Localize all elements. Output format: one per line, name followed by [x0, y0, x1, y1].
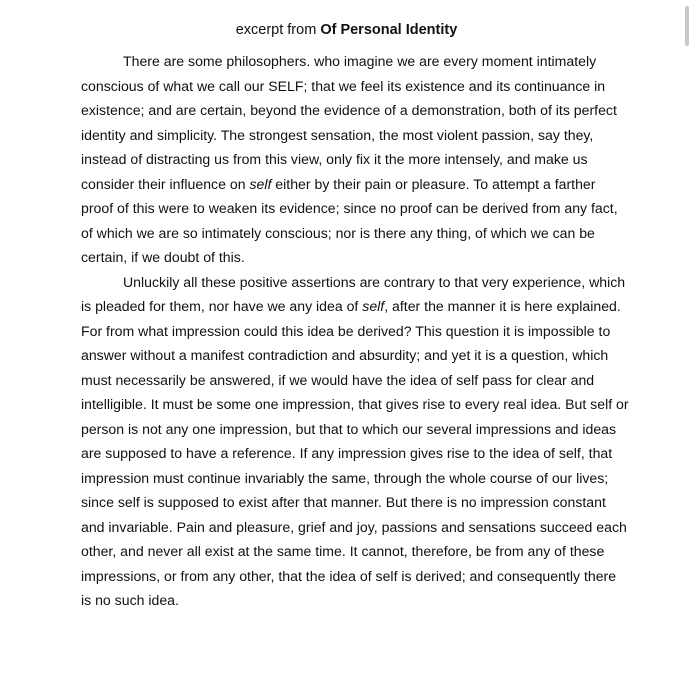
document-body: [81, 49, 629, 613]
text-line: answer without a manifest contradiction and absurdity; and yet it is a question, which: [81, 347, 609, 363]
text-line: of which we are so intimately conscious; nor is there any thing, of which we can be: [81, 224, 595, 241]
italic-self: self: [362, 298, 385, 314]
text-fragment: , after the manner it is here explained.: [384, 298, 621, 314]
text-line: other, and never all exist at the same time. It cannot, therefore, be from any of these: [81, 543, 605, 559]
text-line: proof of this were to weaken its evidence; since no proof can be derived from any fact,: [81, 200, 618, 216]
text-line: [81, 172, 626, 197]
text-line: is no such idea.: [81, 592, 179, 608]
text-line: conscious of what we call our SELF; that we feel its existence and its continuance in: [81, 77, 606, 94]
text-line: identity and simplicity. The strongest sensation, the most violent passion, say they,: [81, 126, 594, 143]
text-fragment: consider their influence on: [81, 175, 250, 192]
text-line: For from what impression could this idea be derived? This question it is impossible to: [81, 322, 611, 339]
text-line: and invariable. Pain and pleasure, grief and joy, passions and sensations succeed each: [81, 518, 627, 535]
title-bold: Of Personal Identity: [320, 22, 458, 38]
title-prefix: excerpt from: [235, 22, 321, 38]
text-line: There are some philosophers. who imagine we are every moment intimately: [123, 53, 597, 69]
paragraph-1: [81, 49, 626, 270]
text-line: are supposed to have a reference. If any impression gives rise to the idea of self, that: [81, 445, 613, 461]
text-fragment: is pleaded for them, nor have we any idea of: [81, 298, 363, 314]
text-line: since self is supposed to exist after that manner. But there is no impression constant: [81, 494, 606, 510]
text-line: intelligible. It must be some one impression, that gives rise to every real idea. But self or: [81, 396, 629, 412]
text-line: impressions, or from any other, that the idea of self is derived; and consequently there: [81, 567, 617, 584]
document-title: [0, 20, 693, 40]
italic-self: self: [249, 175, 272, 192]
text-line: Unluckily all these positive assertions are contrary to that very experience, which: [123, 273, 626, 290]
text-fragment: either by their pain or pleasure. To attempt a farther: [271, 175, 596, 192]
text-line: person is not any one impression, but that to which our several impressions and ideas: [81, 420, 617, 437]
text-line: [81, 294, 626, 319]
text-line: must necessarily be answered, if we would have the idea of self pass for clear and: [81, 371, 595, 388]
text-line: instead of distracting us from this view, only fix it the more intensely, and make us: [81, 151, 588, 167]
text-line: impression must continue invariably the same, through the whole course of our lives;: [81, 469, 609, 486]
paragraph-2: [81, 270, 629, 613]
text-line: certain, if we doubt of this.: [81, 249, 245, 265]
text-line: existence; and are certain, beyond the evidence of a demonstration, both of its perfect: [81, 102, 617, 118]
